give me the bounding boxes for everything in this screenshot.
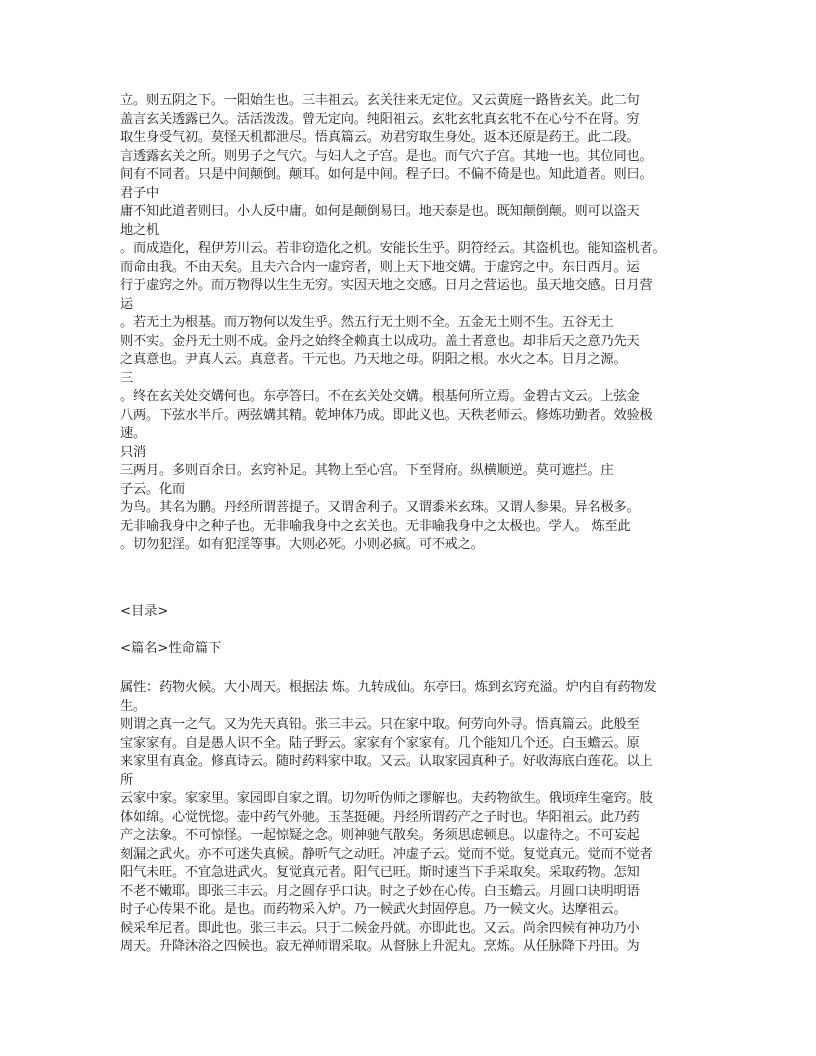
text-line: 盖言玄关透露已久。活活泼泼。曾无定向。纯阳祖云。玄牝玄牝真玄牝不在心兮不在肾。穷 — [120, 111, 640, 127]
text-line: 云家中家。家家里。家园即自家之谓。切勿听伪师之谬解也。夫药物欲生。俄顷痒生毫窍。肢 — [120, 791, 653, 806]
text-line: 生。 — [120, 698, 146, 714]
text-line: 。而成造化，程伊芳川云。若非窃造化之机。安能长生乎。阴符经云。其盗机也。能知盗机者。 — [120, 241, 666, 256]
text-line: 则谓之真一之气。又为先天真铅。张三丰云。只在家中取。何劳向外寻。悟真篇云。此般至 — [120, 717, 640, 732]
text-line: 地之机 — [120, 222, 159, 238]
text-line: 运 — [120, 296, 133, 312]
text-line: 三 — [120, 370, 133, 386]
text-line: 候采牟尼者。即此也。张三丰云。只于二候金丹就。亦即此也。又云。尚余四候有神功乃小 — [120, 920, 640, 936]
text-line: 刻漏之武火。亦不可迷失真候。静听气之动旺。冲虚子云。觉而不觉。复觉真元。觉而不觉者 — [120, 846, 653, 862]
text-line: 。切勿犯淫。如有犯淫等事。大则必死。小则必疯。可不戒之。 — [120, 537, 484, 552]
text-line: 庸不知此道者则曰。小人反中庸。如何是颠倒易曰。地天泰是也。既知颠倒颠。则可以盗天 — [120, 204, 640, 219]
text-line: 而命由我。不由天矣。且夫六合内一虚窍者，则上天下地交媾。于虚窍之中。东日西月。运 — [120, 259, 640, 275]
text-line: 无非喻我身中之种子也。无非喻我身中之玄关也。无非喻我身中之太极也。学人。 炼至此 — [120, 518, 631, 534]
text-line: 为鸟。其名为鹏。丹经所谓菩提子。又谓舍利子。又谓黍米玄珠。又谓人参果。异名极多。 — [120, 500, 640, 515]
text-line: 之真意也。尹真人云。真意者。干元也。乃天地之母。阴阳之根。水火之本。日月之源。 — [120, 352, 627, 367]
text-line: 体如绵。心觉恍惚。壶中药气外驰。玉茎挺硬。丹经所谓药产之子时也。华阳祖云。此乃药 — [120, 809, 640, 825]
text-line: 取生身受气初。莫怪天机都泄尽。悟真篇云。劝君穷取生身处。返本还原是药王。此二段。 — [120, 130, 640, 145]
text-line: 。终在玄关处交媾何也。东亭答曰。不在玄关处交媾。根基何所立焉。金碧古文云。上弦金 — [120, 389, 640, 404]
text-block-top — [120, 92, 700, 555]
text-line: 不老不嫩耶。即张三丰云。月之圆存乎口诀。时之子妙在心传。白玉蟾云。月圆口诀明明语 — [120, 883, 640, 899]
text-line: 速。 — [120, 426, 146, 441]
text-line: 所 — [120, 772, 133, 788]
text-line: 产之法象。不可惊怪。一起惊疑之念。则神驰气散矣。务须思虑顿息。以虚待之。不可妄起 — [120, 828, 640, 843]
text-line: 立。则五阴之下。一阳始生也。三丰祖云。玄关往来无定位。又云黄庭一路皆玄关。此二句 — [120, 93, 640, 108]
text-line: 宝家家有。自是愚人识不全。陆子野云。家家有个家家有。几个能知几个还。白玉蟾云。原 — [120, 735, 640, 751]
section-title: <篇名>性命篇下 — [120, 641, 222, 656]
text-line: 只消 — [120, 444, 146, 460]
text-line: 。若无土为根基。而万物何以发生乎。然五行无土则不全。五金无土则不生。五谷无土 — [120, 315, 614, 330]
text-line: 行于虚窍之外。而万物得以生生无穷。实因天地之交感。日月之营运也。虽天地交感。日月营 — [120, 278, 653, 293]
toc-label: <目录> — [120, 604, 169, 619]
text-line: 八两。下弦水半斤。两弦媾其精。乾坤体乃成。即此义也。天秩老师云。修炼功勤者。效验极 — [120, 407, 653, 423]
text-line: 周天。升降沐浴之四候也。寂无禅师谓采取。从督脉上升泥丸。烹炼。从任脉降下丹田。为 — [120, 939, 640, 954]
text-line: 来家里有真金。修真诗云。随时药料家中取。又云。认取家园真种子。好收海底白莲花。以上 — [120, 754, 653, 769]
text-line: 三两月。多则百余日。玄窍补足。其物上至心宫。下至肾府。纵横顺逆。莫可遮拦。庄 — [120, 463, 614, 478]
text-line: 属性：药物火候。大小周天。根据法 炼。九转成仙。东亭曰。炼到玄窍充溢。炉内自有药物发 — [120, 680, 657, 695]
text-line: 阳气未旺。不宜急进武火。复觉真元者。阳气已旺。斯时速当下手采取矣。采取药物。怎知 — [120, 865, 640, 880]
text-line: 则不实。金丹无土则不成。金丹之始终全赖真土以成功。盖土者意也。却非后天之意乃先天 — [120, 333, 640, 349]
text-line: 君子中 — [120, 185, 159, 201]
text-line: 子云。化而 — [120, 481, 185, 497]
text-line: 时子心传果不讹。是也。而药物采入炉。乃一候武火封固停息。乃一候文火。达摩祖云。 — [120, 902, 627, 917]
text-line: 间有不同者。只是中间颠倒。颠耳。如何是中间。程子曰。不偏不倚是也。知此道者。则曰。 — [120, 167, 653, 182]
text-block-bottom — [120, 679, 700, 957]
text-line: 言透露玄关之所。则男子之气穴。与妇人之子宫。是也。而气穴子宫。其地一也。其位同也。 — [120, 148, 653, 164]
